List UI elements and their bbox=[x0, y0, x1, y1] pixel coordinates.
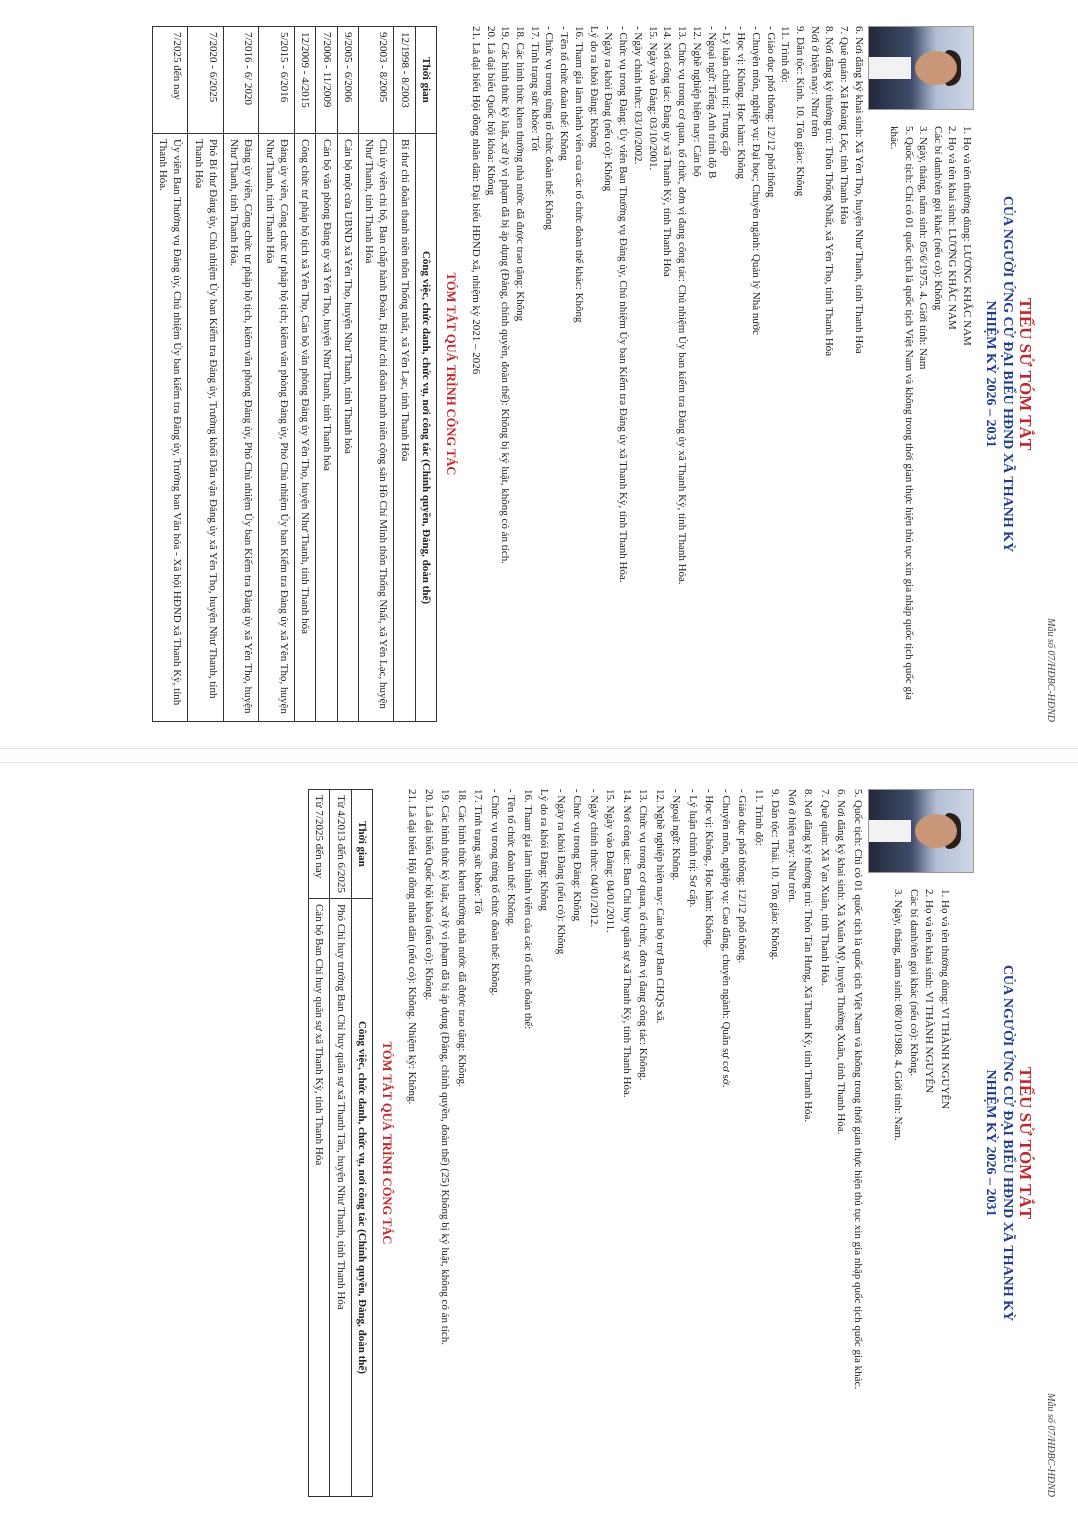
candidate-header bbox=[868, 789, 974, 1497]
field-line: - Chuyên môn, nghiệp vụ: Cao đẳng, chuyên ngành: Quân sự cơ sở. bbox=[719, 789, 732, 1088]
title-line-2: CỦA NGƯỜI ỨNG CỬ ĐẠI BIỂU HĐND XÃ THANH KỲ bbox=[999, 195, 1015, 553]
row-time: Từ 4/2013 đến 6/2025 bbox=[330, 790, 351, 899]
row-time: Từ 7/2025 đến nay bbox=[309, 790, 330, 899]
row-work: Bí thư chi đoàn thanh niên thôn Thống nhất, xã Yên Lạc, tỉnh Thanh Hóa bbox=[394, 134, 415, 722]
row-time: 7/2025 đến nay bbox=[152, 27, 188, 134]
field-line: 11. Trình độ: bbox=[779, 26, 792, 83]
field-line: 18. Các hình thức khen thưởng nhà nước đã được trao tặng: Không. bbox=[455, 789, 468, 1087]
field-line: - Học vị: Không. Học hàm: Không bbox=[735, 26, 748, 180]
title-line-3: NHIỆM KỲ 2026 – 2031 bbox=[983, 300, 999, 448]
field-line: 11. Trình độ: bbox=[752, 789, 765, 846]
row-work: Đảng ủy viên, Công chức tư pháp hộ tịch; kiêm văn phòng Đảng ủy, Phó Chủ nhiệm Ủy ban Kiểm tra Đảng ủy xã Yên Thọ, huyện Như Thanh, tỉnh Thanh Hóa bbox=[259, 134, 295, 722]
field-line: 2. Họ và tên khai sinh: VI THÀNH NGUYÊN bbox=[923, 889, 936, 1093]
page-content-bottom bbox=[10, 767, 1070, 1519]
row-work: Công chức tư pháp hộ tịch xã Yên Thọ, Cán bộ văn phòng Đảng ủy Yên Thọ, huyện Như Thanh, tỉnh Thanh hóa bbox=[295, 134, 316, 722]
field-line: 1. Họ và tên thường dùng: VI THÀNH NGUYÊN bbox=[938, 889, 951, 1110]
table-row bbox=[295, 27, 316, 722]
field-line: Các bí danh/tên gọi khác (nếu có): Không. bbox=[907, 889, 920, 1076]
table-row bbox=[259, 27, 295, 722]
field-line: 1. Họ và tên thường dùng: LƯƠNG KHẮC NAM bbox=[960, 126, 973, 346]
work-history-table bbox=[308, 789, 373, 1497]
field-line: 6. Nơi đăng ký khai sinh: Xã Xuân Mỹ, huyện Thường Xuân, tỉnh Thanh Hóa. bbox=[835, 789, 848, 1135]
table-row bbox=[223, 27, 259, 722]
field-line: 20. Là đại biểu Quốc hội khóa: Không bbox=[484, 26, 497, 196]
table-row bbox=[316, 27, 337, 722]
field-line: - Chức vụ trong Đảng: Không bbox=[571, 789, 584, 922]
title-line-3: NHIỆM KỲ 2026 – 2031 bbox=[983, 1069, 999, 1217]
row-work: Đảng ủy viên, Công chức tư pháp hộ tịch, kiêm văn phòng Đảng ủy, Phó Chủ nhiệm Ủy ban Kiểm tra Đảng ủy xã Yên Thọ, huyện Như Thanh, tỉnh Thanh Hóa. bbox=[223, 134, 259, 722]
field-line: 17. Tình trạng sức khỏe: Tốt bbox=[472, 789, 485, 915]
row-work: Cán bộ một cửa UBND xã Yên Thọ, huyện Như Thanh, tỉnh Thanh hóa bbox=[337, 134, 358, 722]
field-line: 16. Tham gia làm thành viên của các tổ chức đoàn thể khác: Không bbox=[572, 26, 585, 323]
page-content-top bbox=[10, 4, 1070, 744]
form-number: Mẫu số 07/HĐBC-HĐND bbox=[1045, 618, 1056, 722]
field-line: 9. Dân tộc: Kinh. 10. Tôn giáo: Không bbox=[793, 26, 806, 197]
field-line: - Ngày chính thức: 04/01/2012. bbox=[587, 789, 600, 928]
row-time: 12/2009 - 4/2015 bbox=[295, 27, 316, 134]
form-number: Mẫu số 07/HĐBC-HĐND bbox=[1045, 1393, 1056, 1497]
field-line: Nơi ở hiện nay: Như trên. bbox=[785, 789, 798, 903]
field-line: 21. Là đại biểu Hội đồng nhân dân (nếu có): Không. Nhiệm kỳ: Không. bbox=[406, 789, 419, 1105]
row-time: 12/1998 - 8/2003 bbox=[394, 27, 415, 134]
field-line: Các bí danh/tên gọi khác (nếu có): Không bbox=[931, 126, 944, 311]
field-line: - Chức vụ trong từng tổ chức đoàn thể: Không bbox=[543, 26, 556, 230]
header-fields bbox=[868, 126, 974, 722]
col-work-header: Công việc, chức danh, chức vụ, nơi công tác (Chính quyền, Đảng, đoàn thể) bbox=[415, 134, 436, 722]
row-time: 5/2015 - 6/2016 bbox=[259, 27, 295, 134]
field-line: - Lý luận chính trị: Trung cấp bbox=[720, 26, 733, 157]
field-line: 21. Là đại biểu Hội đồng nhân dân: Đại biểu HĐND xã, nhiệm kỳ 2021 – 2026 bbox=[469, 26, 482, 375]
field-line: - Học vị: Không., Học hàm: Không. bbox=[703, 789, 716, 948]
row-time: 9/2005 - 6/2006 bbox=[337, 27, 358, 134]
row-time: 7/2016 - 6/ 2020 bbox=[223, 27, 259, 134]
field-line: 9. Dân tộc: Thái. 10. Tôn giáo: Không. bbox=[769, 789, 782, 960]
row-work: Phó Bí thư Đảng ủy, Chủ nhiệm Ủy ban Kiểm tra Đảng ủy, Trưởng khối Dân vận Đảng ủy xã Yên Thọ, huyện Như Thanh, tỉnh Thanh Hóa bbox=[188, 134, 224, 722]
field-line: 8. Nơi đăng ký thường trú: Thôn Thống Nhất, xã Yên Thọ, tỉnh Thanh Hóa bbox=[823, 26, 836, 357]
field-line: - Ngày chính thức: 03/10/2002. bbox=[631, 26, 644, 165]
field-line: 19. Các hình thức kỷ luật, xử lý vi phạm đã bị áp dụng (Đảng, chính quyền, đoàn thể) (25) Không bị kỷ luật, không có án tích. bbox=[439, 789, 452, 1346]
field-line: 7. Quê quán: Xã Hoàng Lộc, tỉnh Thanh Hóa bbox=[838, 26, 851, 225]
section-title: TÓM TẮT QUÁ TRÌNH CÔNG TÁC bbox=[379, 1041, 394, 1245]
row-time: 9/2003 - 8/2005 bbox=[358, 27, 394, 134]
field-line: - Tên tổ chức đoàn thể: Không. bbox=[505, 789, 518, 927]
field-line: - Chức vụ trong từng tổ chức đoàn thể: Không. bbox=[488, 789, 501, 996]
table-row bbox=[394, 27, 415, 722]
field-line: 17. Tình trạng sức khỏe: Tốt bbox=[528, 26, 541, 152]
col-work-header: Công việc, chức danh, chức vụ, nơi công tác (Chính quyền, Đảng, đoàn thể) bbox=[351, 898, 372, 1496]
field-line: - Giáo dục phổ thông: 12/12 phổ thông bbox=[764, 26, 777, 198]
document-page-bottom bbox=[0, 762, 1078, 1523]
field-line: 8. Nơi đăng ký thường trú: Thôn Tân Hưng, Xã Thanh Kỳ, tỉnh Thanh Hóa. bbox=[802, 789, 815, 1123]
field-line: - Ngoại ngữ: Tiếng Anh trình độ B bbox=[705, 26, 718, 179]
field-line: 3. Ngày, tháng, năm sinh: 05/6/1975. 4. Giới tính: Nam bbox=[917, 126, 930, 370]
field-line: 20. Là đại biểu Quốc hội khóa (nếu có): Không. bbox=[422, 789, 435, 1001]
field-line: - Chức vụ trong Đảng: Ủy viên Ban Thường vụ Đảng ủy, Chủ nhiệm Ủy ban Kiểm tra Đảng ủy xã Thanh Kỳ, tỉnh Thanh Hóa. bbox=[617, 26, 630, 583]
bio-lines bbox=[468, 26, 866, 722]
field-line: 12. Nghề nghiệp hiện nay: Cán bộ bbox=[690, 26, 703, 177]
field-line: Nơi ở hiện nay: Như trên bbox=[808, 26, 821, 137]
field-line: 7. Quê quán: Xã Vạn Xuân, tỉnh Thanh Hóa. bbox=[818, 789, 831, 986]
field-line: 13. Chức vụ trong cơ quan, tổ chức, đơn vị đang công tác: Chủ nhiệm Ủy ban kiểm tra Đảng ủy xã Thanh Kỳ, tỉnh Thanh Hóa. bbox=[676, 26, 689, 585]
field-line: 3. Ngày, tháng, năm sinh: 08/10/1988. 4. Giới tính: Nam. bbox=[892, 889, 905, 1141]
field-line: - Lý luận chính trị: Sơ cấp. bbox=[686, 789, 699, 908]
field-line: 13. Chức vụ trong cơ quan, tổ chức, đơn vị đang công tác: Không. bbox=[637, 789, 650, 1081]
field-line: 12. Nghề nghiệp hiện nay: Cán bộ trợ Ban CHQS xã. bbox=[653, 789, 666, 1024]
col-time-header: Thời gian bbox=[351, 790, 372, 899]
bio-lines bbox=[404, 789, 866, 1497]
field-line: 6. Nơi đăng ký khai sinh: Xã Yên Thọ, huyện Như Thanh, tỉnh Thanh Hóa bbox=[852, 26, 865, 354]
col-time-header: Thời gian bbox=[415, 27, 436, 134]
table-row bbox=[188, 27, 224, 722]
table-row bbox=[330, 790, 351, 1497]
row-work: Chi ủy viên chi bộ, Ban chấp hành Đoàn, Bí thư chi đoàn thanh niên cộng sản Hồ Chí Minh thôn Thống Nhất, xã Yên Lạc, huyện Như Thanh, tỉnh Thanh Hóa bbox=[358, 134, 394, 722]
row-work: Phó Chỉ huy trưởng Ban Chỉ huy quân sự xã Thanh Tân, huyện Như Thanh, tỉnh Thanh Hóa bbox=[330, 898, 351, 1496]
work-history-table bbox=[152, 26, 437, 722]
title-line-1: TIỂU SỬ TÓM TẮT bbox=[1016, 1066, 1035, 1220]
candidate-photo bbox=[868, 789, 974, 873]
field-line: 19. Các hình thức kỷ luật, xử lý vi phạm đã bị áp dụng (Đảng, chính quyền, đoàn thể): Không bị kỷ luật, không có án tích. bbox=[499, 26, 512, 564]
document-title bbox=[982, 26, 1035, 722]
document-page-top bbox=[0, 0, 1078, 749]
row-work: Cán bộ văn phòng Đảng ủy xã Yên Thọ, huyện Như Thanh, tỉnh Thanh hóa bbox=[316, 134, 337, 722]
field-line: - Ngày ra khỏi Đảng (nếu có): Không bbox=[554, 789, 567, 955]
row-work: Cán bộ Ban Chỉ huy quân sự xã Thanh Kỳ, tỉnh Thanh Hóa bbox=[309, 898, 330, 1496]
field-line: - Ngày ra khỏi Đảng (nếu có): Không bbox=[602, 26, 615, 192]
table-row bbox=[152, 27, 188, 722]
field-line: - Giáo dục phổ thông: 12/12 phổ thông. bbox=[736, 789, 749, 964]
field-line: 14. Nơi công tác: Đảng ủy xã Thanh Kỳ, tỉnh Thanh Hóa bbox=[661, 26, 674, 277]
field-line: 15. Ngày vào Đảng: 04/01/2011. bbox=[604, 789, 617, 933]
field-line: - Tên tổ chức đoàn thể: Không bbox=[558, 26, 571, 161]
field-line: 5. Quốc tịch: Chỉ có 01 quốc tịch là quốc tịch Việt Nam và không trong thời gian thực hiện thủ tục xin gia nhập quốc tịch quốc gia khác. bbox=[888, 126, 915, 700]
field-line: 5. Quốc tịch: Chỉ có 01 quốc tịch là quốc tịch Việt Nam và không trong thời gian thực hiện thủ tục xin gia nhập quốc tịch quốc gia khác. bbox=[851, 789, 864, 1390]
document-title bbox=[982, 789, 1035, 1497]
field-line: 2. Họ và tên khai sinh: LƯƠNG KHẮC NAM bbox=[946, 126, 959, 330]
table-header-row bbox=[351, 790, 372, 1497]
table-row bbox=[358, 27, 394, 722]
field-line: Lý do ra khỏi Đảng: Không bbox=[587, 26, 600, 148]
field-line: 14. Nơi công tác: Ban Chỉ huy quân sự xã Thanh Kỳ, tỉnh Thanh Hóa. bbox=[620, 789, 633, 1098]
section-title: TÓM TẮT QUÁ TRÌNH CÔNG TÁC bbox=[444, 272, 459, 476]
row-time: 7/2020 - 6/2025 bbox=[188, 27, 224, 134]
candidate-header bbox=[868, 26, 974, 722]
candidate-photo bbox=[868, 26, 974, 110]
title-line-1: TIỂU SỬ TÓM TẮT bbox=[1016, 297, 1035, 451]
row-work: Ủy viên Ban Thường vụ Đảng ủy, Chủ nhiệm Ủy ban kiểm tra Đảng ủy, Trưởng ban Văn hóa - Xã hội HĐND xã Thanh Kỳ, tỉnh Thanh Hóa. bbox=[152, 134, 188, 722]
header-fields bbox=[868, 889, 974, 1141]
field-line: 18. Các hình thức khen thưởng nhà nước đã được trao tặng: Không bbox=[514, 26, 527, 322]
title-line-2: CỦA NGƯỜI ỨNG CỬ ĐẠI BIỂU HĐND XÃ THANH KỲ bbox=[999, 964, 1015, 1322]
field-line: Lý do ra khỏi Đảng: Không bbox=[538, 789, 551, 911]
table-row bbox=[309, 790, 330, 1497]
field-line: - Ngoại ngữ: Không. bbox=[670, 789, 683, 881]
field-line: 16. Tham gia làm thành viên của các tổ chức đoàn thể: bbox=[521, 789, 534, 1030]
table-row bbox=[337, 27, 358, 722]
field-line: - Chuyên môn, nghiệp vụ: Đại học; Chuyên ngành: Quản lý Nhà nước bbox=[749, 26, 762, 336]
table-header-row bbox=[415, 27, 436, 722]
field-line: 15. Ngày vào Đảng: 03/10/2001. bbox=[646, 26, 659, 171]
row-time: 7/2006 - 11/2009 bbox=[316, 27, 337, 134]
